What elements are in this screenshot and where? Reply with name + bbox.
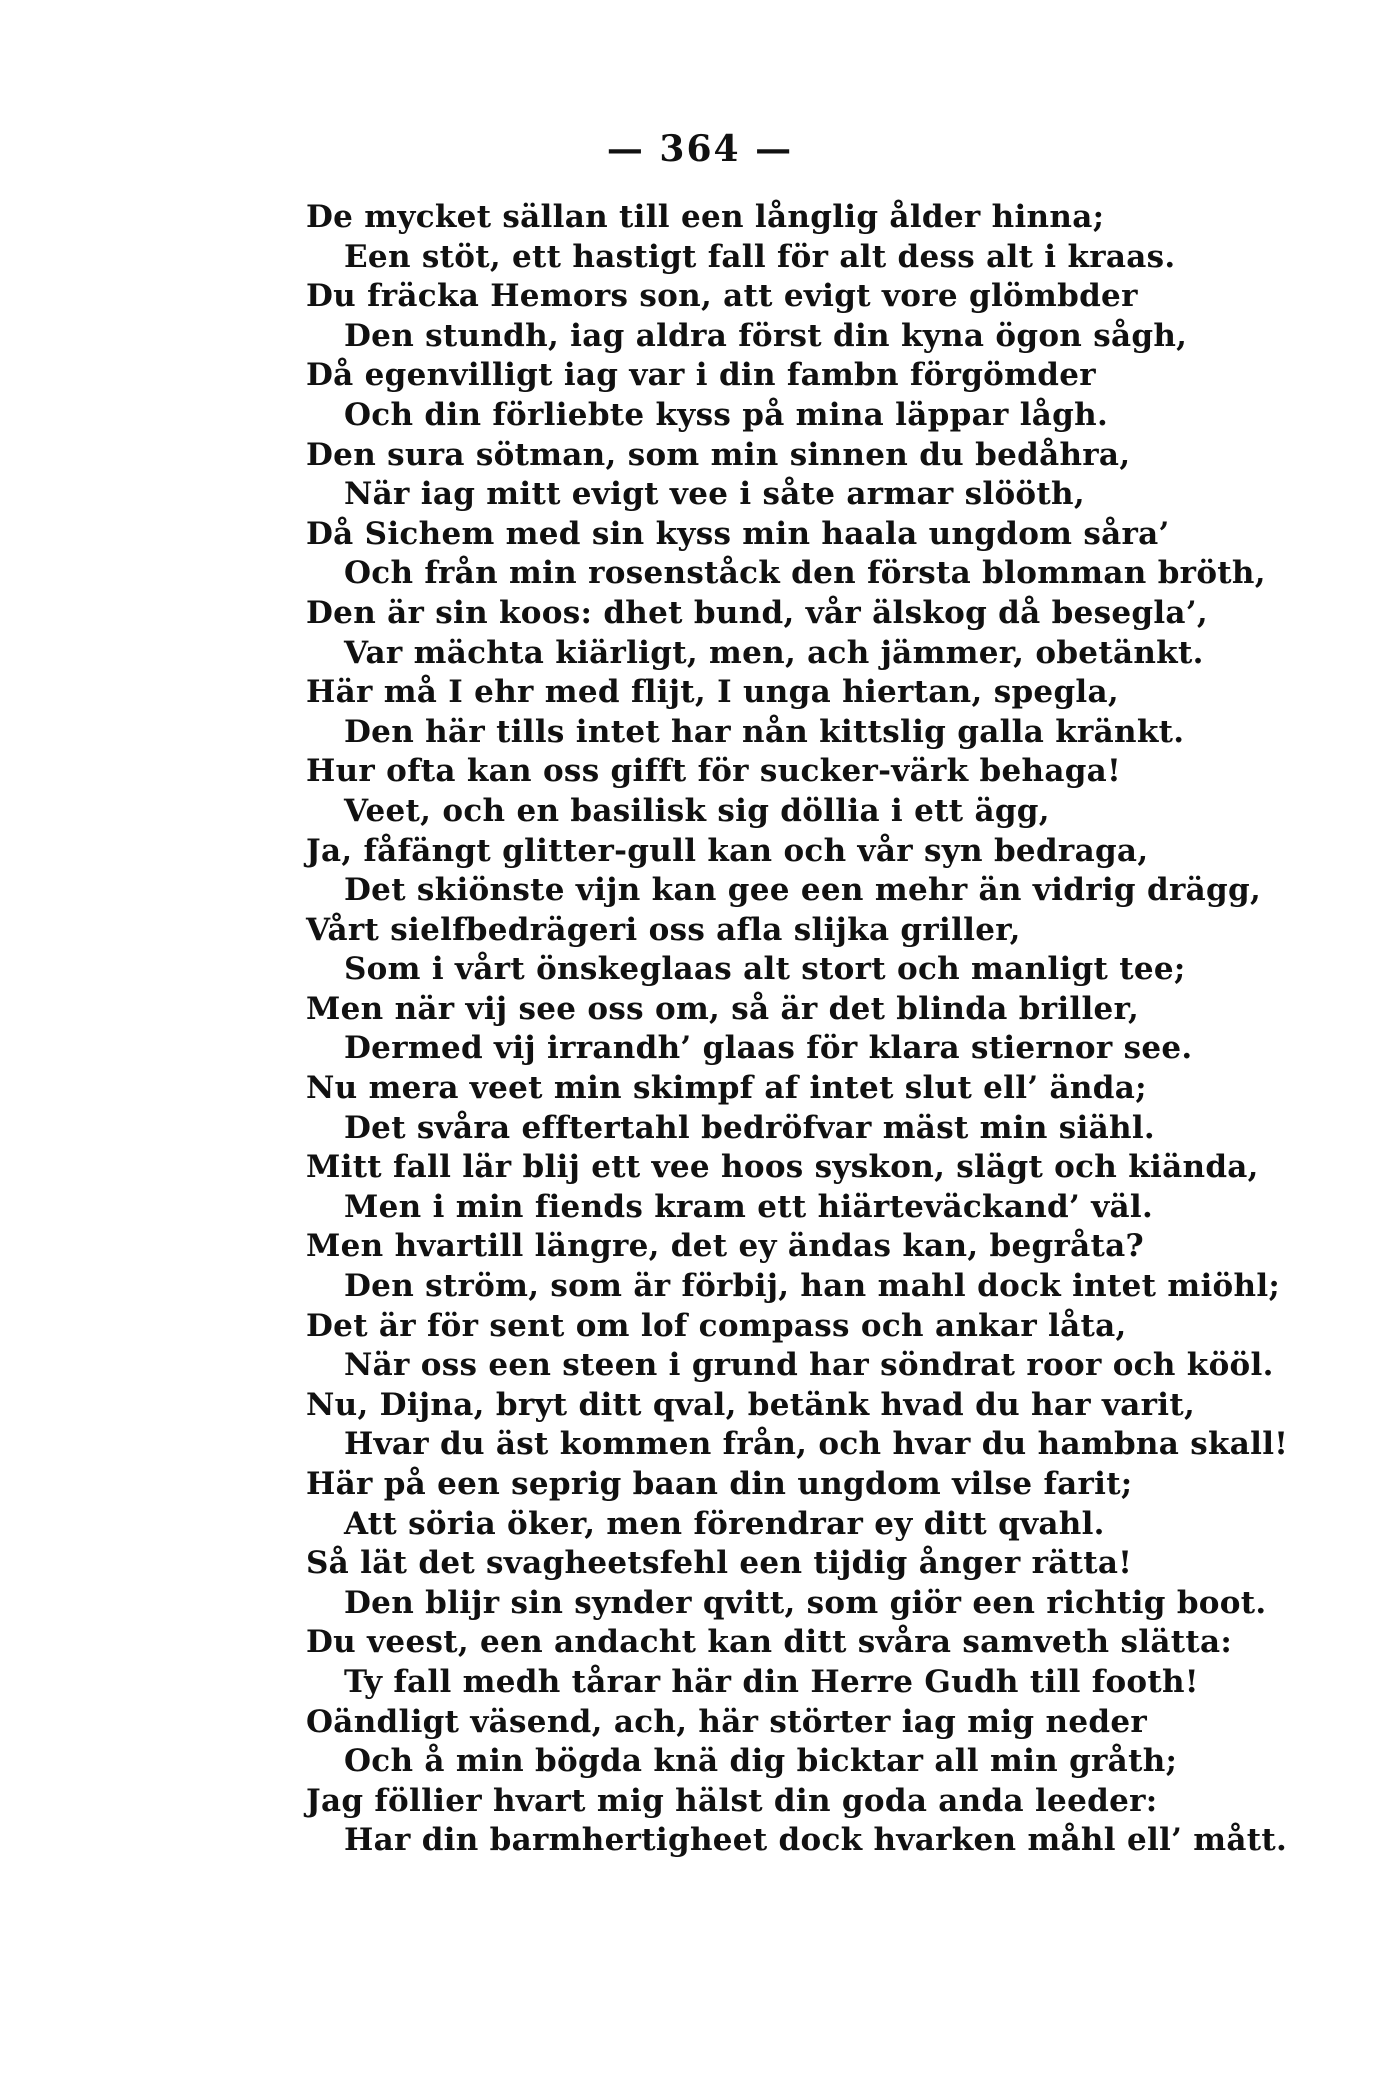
poem-line: Här på een seprig baan din ungdom vilse farit; [306,1466,1133,1502]
poem-line: Här må I ehr med flijt, I unga hiertan, spegla, [306,674,1119,711]
poem-line: Var mächta kiärligt, men, ach jämmer, obetänkt. [344,634,1204,671]
poem-text [306,198,1289,1861]
poem-line: Då egenvilligt iag var i din fambn förgömder [306,357,1096,394]
poem-line: De mycket sällan till een långlig ålder hinna; [306,199,1105,235]
poem-line: Den ström, som är förbij, han mahl dock intet miöhl; [344,1268,1281,1305]
poem-line: Den stundh, iag aldra först din kyna ögon sågh, [344,317,1188,354]
poem-line: Den sura sötman, som min sinnen du bedåhra, [306,436,1131,473]
poem-line: Oändligt väsend, ach, här störter iag mig neder [306,1703,1147,1740]
poem-line: Att söria öker, men förendrar ey ditt qvahl. [344,1505,1105,1542]
page-number: — 364 — [606,128,794,170]
poem-line: Det är för sent om lof compass och ankar låta, [306,1307,1127,1344]
poem-line: Men hvartill längre, det ey ändas kan, begråta? [306,1228,1145,1265]
poem-line: Det skiönste vijn kan gee een mehr än vidrig drägg, [344,872,1262,909]
poem-line: Mitt fall lär blij ett vee hoos syskon, slägt och kiända, [306,1149,1259,1186]
poem-line: Och från min rosenståck den första blomman bröth, [344,555,1266,592]
poem-line: Veet, och en basilisk sig döllia i ett ägg, [344,792,1050,829]
poem-line: Men när vij see oss om, så är det blinda briller, [306,990,1140,1027]
poem-line: Jag föllier hvart mig hälst din goda anda leeder: [306,1782,1158,1819]
poem-line: Hvar du äst kommen från, och hvar du hambna skall! [344,1426,1289,1463]
poem-line: Nu mera veet min skimpf af intet slut ell’ ända; [306,1070,1147,1107]
poem-line: När oss een steen i grund har söndrat roor och kööl. [344,1347,1274,1384]
poem-line: Har din barmhertigheet dock hvarken måhl ell’ mått. [344,1822,1288,1859]
poem-line: Ja, fåfängt glitter-gull kan och vår syn bedraga, [306,832,1149,869]
poem-line: Ty fall medh tårar här din Herre Gudh till footh! [344,1663,1199,1700]
poem-line: Du veest, een andacht kan ditt svåra samveth slätta: [306,1624,1233,1661]
poem-line: Du fräcka Hemors son, att evigt vore glömbder [306,278,1138,315]
poem-line: Nu, Dijna, bryt ditt qval, betänk hvad du har varit, [306,1386,1196,1423]
poem-line: Och å min bögda knä dig bicktar all min gråth; [344,1743,1178,1780]
poem-line: Hur ofta kan oss gifft för sucker-värk behaga! [306,753,1121,790]
poem-line: Och din förliebte kyss på mina läppar lågh. [344,396,1109,433]
poem-line: Som i vårt önskeglaas alt stort och manligt tee; [344,951,1186,988]
poem-line: Så lät det svagheetsfehl een tijdig ånger rätta! [306,1545,1133,1582]
poem-line: Den är sin koos: dhet bund, vår älskog då besegla’, [306,594,1209,631]
poem-line: Den blijr sin synder qvitt, som giör een richtig boot. [344,1584,1267,1621]
poem-line: Een stöt, ett hastigt fall för alt dess alt i kraas. [344,238,1176,275]
poem-line: När iag mitt evigt vee i såte armar slööth, [344,476,1085,513]
poem-line: Den här tills intet har nån kittslig galla kränkt. [344,713,1185,750]
poem-line: Då Sichem med sin kyss min haala ungdom såra’ [306,515,1170,552]
poem-line: Dermed vij irrandh’ glaas för klara stiernor see. [344,1030,1193,1067]
poem-line: Det svåra efftertahl bedröfvar mäst min siähl. [344,1109,1155,1146]
poem-line: Vårt sielfbedrägeri oss afla slijka griller, [306,911,1021,948]
poem-line: Men i min fiends kram ett hiärteväckand’ väl. [344,1188,1154,1225]
